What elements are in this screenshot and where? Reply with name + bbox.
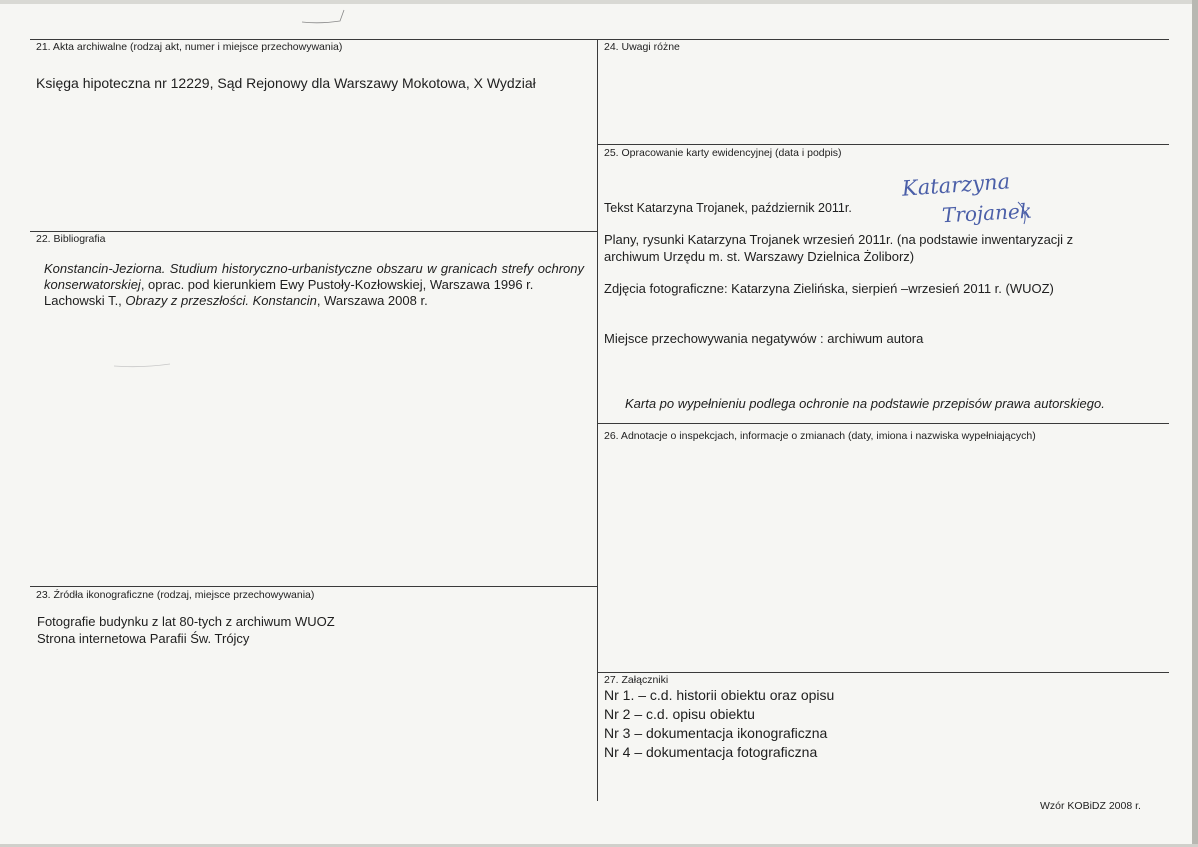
rule-25: [597, 144, 1169, 145]
bibliography-entry2-author: Lachowski T.,: [44, 293, 126, 308]
signature-line1: Katarzyna: [901, 169, 1011, 201]
copyright-note: Karta po wypełnieniu podlega ochronie na podstawie przepisów prawa autorskiego.: [625, 396, 1105, 411]
section-25-plans-line1: Plany, rysunki Katarzyna Trojanek wrzesień 2011r. (na podstawie inwentaryzacji z: [604, 232, 1074, 247]
section-25-photos: Zdjęcia fotograficzne: Katarzyna Zielińska, sierpień –wrzesień 2011 r. (WUOZ): [604, 281, 1054, 296]
bibliography: [44, 261, 584, 309]
form-template-footer: Wzór KOBiDZ 2008 r.: [1040, 800, 1141, 812]
section-27-label: 27. Załączniki: [604, 674, 669, 686]
attachment-item: Nr 1. – c.d. historii obiektu oraz opisu: [604, 687, 835, 703]
top-rule: [30, 39, 1169, 40]
bibliography-entry1-rest: , oprac. pod kierunkiem Ewy Pustoły-Kozłowskiej, Warszawa 1996 r.: [140, 277, 534, 292]
section-22-label: 22. Bibliografia: [36, 233, 106, 245]
section-25-plans-line2: archiwum Urzędu m. st. Warszawy Dzielnica Żoliborz): [604, 249, 915, 264]
signature-line2: Trojanek: [941, 198, 1033, 228]
stray-pencil-mark: [112, 358, 172, 370]
section-26-label: 26. Adnotacje o inspekcjach, informacje o zmianach (daty, imiona i nazwiska wypełniających): [604, 430, 1036, 442]
rule-22: [30, 231, 597, 232]
section-23-line2: Strona internetowa Parafii Św. Trójcy: [37, 631, 250, 646]
attachment-item: Nr 4 – dokumentacja fotograficzna: [604, 744, 818, 760]
section-25-text-author: Tekst Katarzyna Trojanek, październik 2011r.: [604, 201, 852, 215]
section-25-negatives: Miejsce przechowywania negatywów : archiwum autora: [604, 331, 924, 346]
rule-26: [597, 423, 1169, 424]
scan-edge-right: [1192, 0, 1198, 847]
center-divider: [597, 39, 598, 801]
section-21-label: 21. Akta archiwalne (rodzaj akt, numer i miejsce przechowywania): [36, 41, 343, 53]
attachment-item: Nr 2 – c.d. opisu obiektu: [604, 706, 755, 722]
bibliography-entry1-title: Konstancin-Jeziorna. Studium historyczno-urbanistyczne obszaru w granicach strefy ochrony konserwatorskiej: [44, 261, 584, 292]
scan-edge-top: [0, 0, 1198, 4]
section-24-label: 24. Uwagi różne: [604, 41, 680, 53]
section-21-content: Księga hipoteczna nr 12229, Sąd Rejonowy dla Warszawy Mokotowa, X Wydział: [36, 75, 536, 91]
attachment-item: Nr 3 – dokumentacja ikonograficzna: [604, 725, 828, 741]
handwritten-signature: [896, 166, 1036, 230]
section-23-label: 23. Źródła ikonograficzne (rodzaj, miejsce przechowywania): [36, 589, 315, 601]
rule-27: [597, 672, 1169, 673]
bibliography-entry2-rest: , Warszawa 2008 r.: [316, 293, 428, 308]
section-25-label: 25. Opracowanie karty ewidencyjnej (data i podpis): [604, 147, 842, 159]
attachments-list: [604, 686, 834, 762]
bibliography-entry2-title: Obrazy z przeszłości. Konstancin: [125, 293, 317, 308]
rule-23: [30, 586, 597, 587]
pencil-mark: [300, 6, 360, 26]
section-23-line1: Fotografie budynku z lat 80-tych z archiwum WUOZ: [37, 614, 335, 629]
